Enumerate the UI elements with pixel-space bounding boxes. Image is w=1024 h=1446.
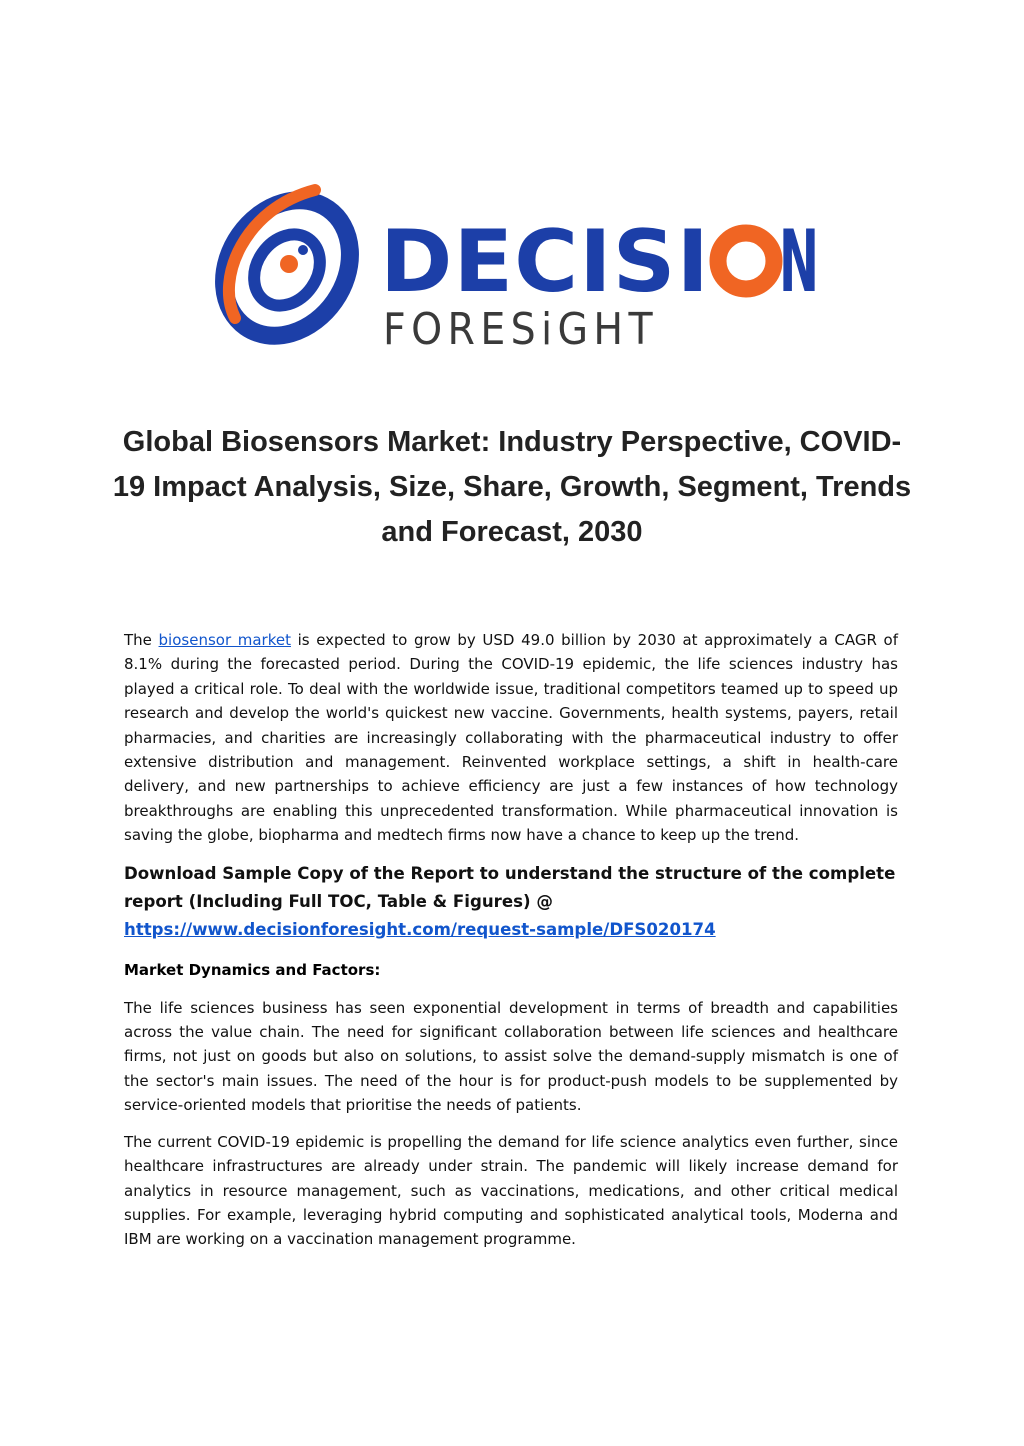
section-heading-market-dynamics: Market Dynamics and Factors: bbox=[124, 960, 381, 979]
download-sample-label: Download Sample Copy of the Report to understand the structure of the complete report (Including Full TOC, Table & Figures) @ bbox=[124, 863, 896, 911]
intro-prefix: The bbox=[124, 631, 159, 649]
paragraph-covid-analytics: The current COVID-19 epidemic is propelling the demand for life science analytics even further, since healthcare infrastructures are already under strain. The pandemic will likely increase demand for analytics in resource management, such as vaccinations, medications, and other critical medical supplies. For example, leveraging hybrid computing and sophisticated analytical tools, Moderna and IBM are working on a vaccination management programme. bbox=[124, 1132, 898, 1249]
biosensor-market-link[interactable]: biosensor market bbox=[158, 631, 291, 649]
download-sample-text bbox=[124, 860, 898, 944]
decision-foresight-logo bbox=[205, 178, 820, 358]
paragraph-life-sciences: The life sciences business has seen exponential development in terms of breadth and capabilities across the value chain. The need for significant collaboration between life sciences and healthcare firms, not just on goods but also on solutions, to assist solve the demand-supply mismatch is one of the sector's main issues. The need of the hour is for product-push models to be supplemented by service-oriented models that prioritise the needs of patients. bbox=[124, 998, 898, 1115]
intro-paragraph bbox=[124, 628, 898, 848]
page-title: Global Biosensors Market: Industry Perspective, COVID-19 Impact Analysis, Size, Share, Growth, Segment, Trends and Forecast, 2030 bbox=[112, 426, 912, 548]
article-body bbox=[124, 628, 898, 1252]
svg-text:N: N bbox=[779, 212, 819, 312]
logo-graphic bbox=[205, 178, 820, 358]
request-sample-link[interactable]: https://www.decisionforesight.com/request-sample/DFS020174 bbox=[124, 919, 716, 939]
intro-suffix: is expected to grow by USD 49.0 billion by 2030 at approximately a CAGR of 8.1% during the forecasted period. During the COVID-19 epidemic, the life sciences industry has played a critical role. To deal with the worldwide issue, traditional competitors teamed up to speed up research and develop the world's quickest new vaccine. Governments, health systems, payers, retail pharmacies, and charities are increasingly collaborating with the pharmaceutical industry to offer extensive distribution and management. Reinvented workplace settings, a shift in health-care delivery, and new partnerships to achieve efficiency are just a few instances of how technology breakthroughs are enabling this unprecedented transformation. While pharmaceutical innovation is saving the globe, biopharma and medtech firms now have a chance to keep up the trend. bbox=[124, 631, 898, 845]
svg-text:DECISI: DECISI bbox=[380, 212, 710, 312]
svg-text:FORESiGHT: FORESiGHT bbox=[383, 304, 658, 355]
logo-emblem-icon bbox=[198, 176, 376, 360]
